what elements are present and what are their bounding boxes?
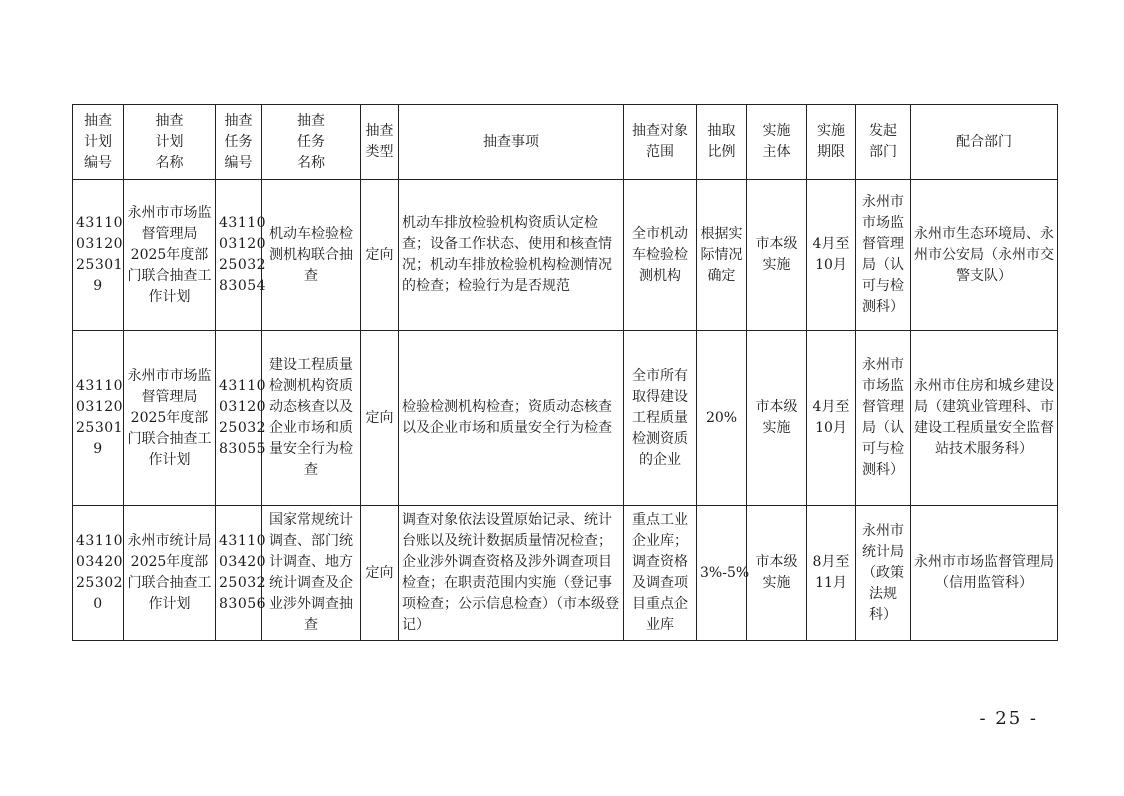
header-cooperators: 配合部门 (911, 105, 1058, 180)
cooperators-cell: 永州市生态环境局、永州市公安局（永州市交警支队） (911, 180, 1058, 331)
period-cell: 4月至10月 (807, 180, 856, 331)
header-plan-name: 抽查 计划 名称 (124, 105, 216, 180)
header-period: 实施 期限 (807, 105, 856, 180)
task-code-cell: 43110 03420 25032 83056 (216, 506, 262, 641)
page-number: - 25 - (979, 708, 1038, 729)
task-name-cell: 建设工程质量检测机构资质动态核查以及企业市场和质量安全行为检查 (262, 331, 361, 506)
plan-code-cell: 43110 03420 25302 0 (73, 506, 124, 641)
period-cell: 8月至11月 (807, 506, 856, 641)
scope-cell: 重点工业企业库；调查资格及调查项目重点企业库 (624, 506, 697, 641)
table-header-row (73, 105, 1058, 180)
subject-cell: 市本级实施 (747, 180, 807, 331)
type-cell: 定向 (361, 506, 399, 641)
header-initiator: 发起 部门 (856, 105, 911, 180)
table-row (73, 180, 1058, 331)
ratio-cell: 20% (697, 331, 747, 506)
cooperators-cell: 永州市市场监督管理局（信用监管科） (911, 506, 1058, 641)
header-scope: 抽查对象 范围 (624, 105, 697, 180)
items-cell: 机动车排放检验机构资质认定检查；设备工作状态、使用和核查情况；机动车排放检验机构检测情况的检查；检验行为是否规范 (399, 180, 624, 331)
task-code-cell: 43110 03120 25032 83054 (216, 180, 262, 331)
plan-name-cell: 永州市市场监督管理局2025年度部门联合抽查工作计划 (124, 331, 216, 506)
type-cell: 定向 (361, 180, 399, 331)
type-cell: 定向 (361, 331, 399, 506)
ratio-cell: 3%-5% (697, 506, 747, 641)
initiator-cell: 永州市市场监督管理局（认可与检测科） (856, 180, 911, 331)
scope-cell: 全市所有取得建设工程质量检测资质的企业 (624, 331, 697, 506)
period-cell: 4月至10月 (807, 331, 856, 506)
header-type: 抽查 类型 (361, 105, 399, 180)
subject-cell: 市本级实施 (747, 331, 807, 506)
items-cell: 检验检测机构检查；资质动态核查以及企业市场和质量安全行为检查 (399, 331, 624, 506)
header-subject: 实施 主体 (747, 105, 807, 180)
task-name-cell: 国家常规统计调查、部门统计调查、地方统计调查及企业涉外调查抽查 (262, 506, 361, 641)
initiator-cell: 永州市统计局（政策法规科） (856, 506, 911, 641)
header-task-name: 抽查 任务 名称 (262, 105, 361, 180)
table-row (73, 331, 1058, 506)
task-name-cell: 机动车检验检测机构联合抽查 (262, 180, 361, 331)
header-task-code: 抽查 任务 编号 (216, 105, 262, 180)
header-ratio: 抽取 比例 (697, 105, 747, 180)
initiator-cell: 永州市市场监督管理局（认可与检测科） (856, 331, 911, 506)
header-items: 抽查事项 (399, 105, 624, 180)
plan-name-cell: 永州市市场监督管理局2025年度部门联合抽查工作计划 (124, 180, 216, 331)
plan-name-cell: 永州市统计局2025年度部门联合抽查工作计划 (124, 506, 216, 641)
task-code-cell: 43110 03120 25032 83055 (216, 331, 262, 506)
items-cell: 调查对象依法设置原始记录、统计台账以及统计数据质量情况检查；企业涉外调查资格及涉外调查项目检查；在职责范围内实施（登记事项检查；公示信息检查）（市本级登记） (399, 506, 624, 641)
scope-cell: 全市机动车检验检测机构 (624, 180, 697, 331)
joint-inspection-table (72, 104, 1058, 641)
subject-cell: 市本级实施 (747, 506, 807, 641)
plan-code-cell: 43110 03120 25301 9 (73, 331, 124, 506)
header-plan-code: 抽查 计划 编号 (73, 105, 124, 180)
cooperators-cell: 永州市住房和城乡建设局（建筑业管理科、市建设工程质量安全监督站技术服务科） (911, 331, 1058, 506)
table-row (73, 506, 1058, 641)
plan-code-cell: 43110 03120 25301 9 (73, 180, 124, 331)
ratio-cell: 根据实际情况确定 (697, 180, 747, 331)
